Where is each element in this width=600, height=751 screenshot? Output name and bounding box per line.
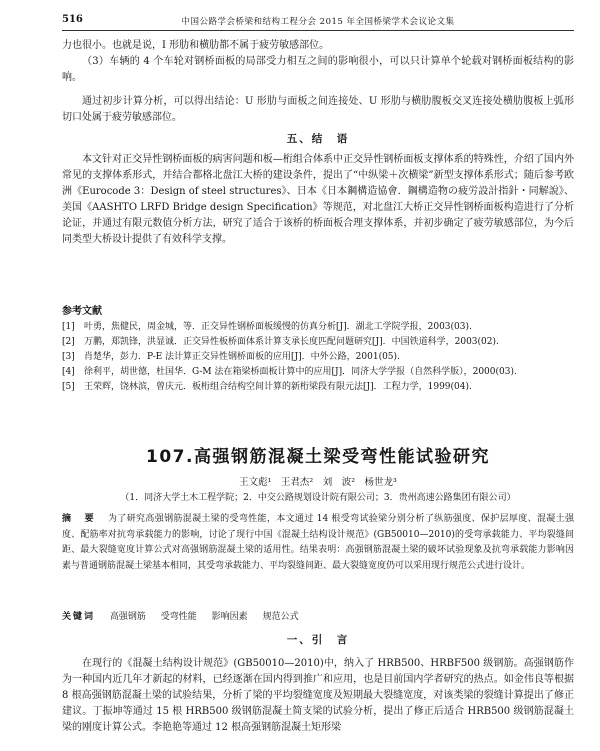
reference-list <box>62 320 574 395</box>
running-title: 中国公路学会桥梁和结构工程分会 2015 年全国桥梁学术会议论文集 <box>181 17 455 27</box>
keyword: 高强钢筋 <box>109 612 146 622</box>
abstract <box>62 512 574 574</box>
keyword: 受弯性能 <box>160 612 197 622</box>
keyword: 影响因素 <box>211 612 248 622</box>
reference-text: 叶勇，焦健民，周金城，等．正交异性钢桥面板缓慢的仿真分析[J]．湖北工学院学报，2003(03). <box>84 322 472 332</box>
previous-paper-text <box>62 38 574 126</box>
reference-number: [5] <box>62 382 75 392</box>
text-paragraph: （3）车辆的 4 个车轮对钢桥面板的局部受力相互之间的影响很小，可以只计算单个轮载对钢桥面板结构的影响。 <box>62 56 574 83</box>
keywords-label: 关键词 <box>62 612 96 622</box>
keywords <box>62 609 574 622</box>
reference-number: [1] <box>62 322 75 332</box>
reference-text: 徐利平，胡世德，杜国华．G-M 法在箱梁桥面板计算中的应用[J]．同济大学学报（自然科学版），2000(03). <box>84 367 517 377</box>
abstract-label: 摘 要 <box>62 514 97 524</box>
page-number: 516 <box>62 14 83 25</box>
conclusion-body <box>62 152 574 248</box>
intro-text: 在现行的《混凝土结构设计规范》(GB50010—2010)中，纳入了 HRB500、HRBF500 级钢筋。高强钢筋作为一种国内近几年才新起的材料，已经逐渐在国内得到推广和应用，也是目前国内学者研究的热点。如金伟良等根据 8 根高强钢筋混凝土梁的试验结果，分析了梁的平均裂缝宽度及短期最大裂缝宽度，对该类梁的裂缝计算提出了修正建议。丁振坤等通过 15 根 HRB500 级钢筋混凝土简支梁的试验分析，提出了修正后适合 HRB500 级钢筋混凝土梁的刚度计算公式。李艳艳等通过 12 根高强钢筋混凝土矩形梁 <box>62 658 574 733</box>
paper-authors: 王文彪¹ 王君杰² 刘 波² 杨世龙³ <box>239 477 397 488</box>
reference-number: [4] <box>62 367 75 377</box>
paper-title: 107.高强钢筋混凝土梁受弯性能试验研究 <box>146 447 490 467</box>
reference-number: [2] <box>62 337 75 347</box>
reference-item <box>62 380 574 395</box>
reference-item <box>62 350 574 365</box>
intro-heading: 一、引 言 <box>286 634 350 646</box>
references-heading: 参考文献 <box>62 306 102 317</box>
text-line: 力也很小。也就是说，I 形肋和横肋都不属于疲劳敏感部位。 <box>62 40 330 51</box>
reference-text: 王荣辉，饶林滨，曾庆元．板桁组合结构空间计算的新桁梁段有限元法[J]．工程力学，1999(04). <box>84 382 472 392</box>
reference-item <box>62 320 574 335</box>
intro-body <box>62 656 574 736</box>
conclusion-heading: 五、结 语 <box>286 133 350 145</box>
text-paragraph: 通过初步计算分析，可以得出结论：U 形肋与面板之间连接处、U 形肋与横肋腹板交叉连接处横肋腹板上弧形切口处属于疲劳敏感部位。 <box>62 96 574 123</box>
reference-text: 肖楚华，彭力．P-E 法计算正交异性钢桥面板的应用[J]．中外公路，2001(05). <box>84 352 400 362</box>
conclusion-text: 本文针对正交异性钢桥面板的病害问题和板—桁组合体系中正交异性钢桥面板支撑体系的特殊性，介绍了国内外常见的支撑体系形式，并结合都格北盘江大桥的建设条件，提出了“中纵梁＋次横梁”新型支撑体系形式；随后参考欧洲《Eurocode 3：Design of steel structures》、日本《日本鋼構造協會．鋼構造物の疲労設計指針・同解說》、美国《AASHTO LRFD Bridge design Specification》等规范，对北盘江大桥正交异性钢桥面板构造进行了分析论证，并通过有限元数值分析方法，研究了适合于该桥的桥面板合理支撑体系，并初步确定了疲劳敏感部位，为今后同类型大桥设计提供了有效科学支撑。 <box>62 154 574 245</box>
reference-item <box>62 365 574 380</box>
paper-affiliations: （1．同济大学土木工程学院；2．中交公路规划设计院有限公司；3．贵州高速公路集团有限公司） <box>120 493 516 503</box>
abstract-text: 为了研究高强钢筋混凝土梁的受弯性能，本文通过 14 根受弯试验梁分别分析了纵筋强度、保护层厚度、混凝土强度、配筋率对抗弯承载能力的影响，讨论了现行中国《混凝土结构设计规范》(GB50010—2010)的受弯承载能力、平均裂缝间距、最大裂缝宽度计算公式对高强钢筋混凝土梁的适用性。结果表明：高强钢筋混凝土梁的破坏试验现象及抗弯承载能力影响因素与普通钢筋混凝土梁基本相同，其受弯承载能力、平均裂缝间距、最大裂缝宽度仍可以采用现行规范公式进行设计。 <box>62 514 574 571</box>
reference-text: 万鹏，郑凯锋，洪显诚．正交异性板桥面体系计算支承长度匹配问题研究[J]．中国铁道科学，2003(02). <box>84 337 499 347</box>
running-header <box>62 14 574 31</box>
reference-number: [3] <box>62 352 75 362</box>
reference-item <box>62 335 574 350</box>
keyword: 规范公式 <box>262 612 299 622</box>
